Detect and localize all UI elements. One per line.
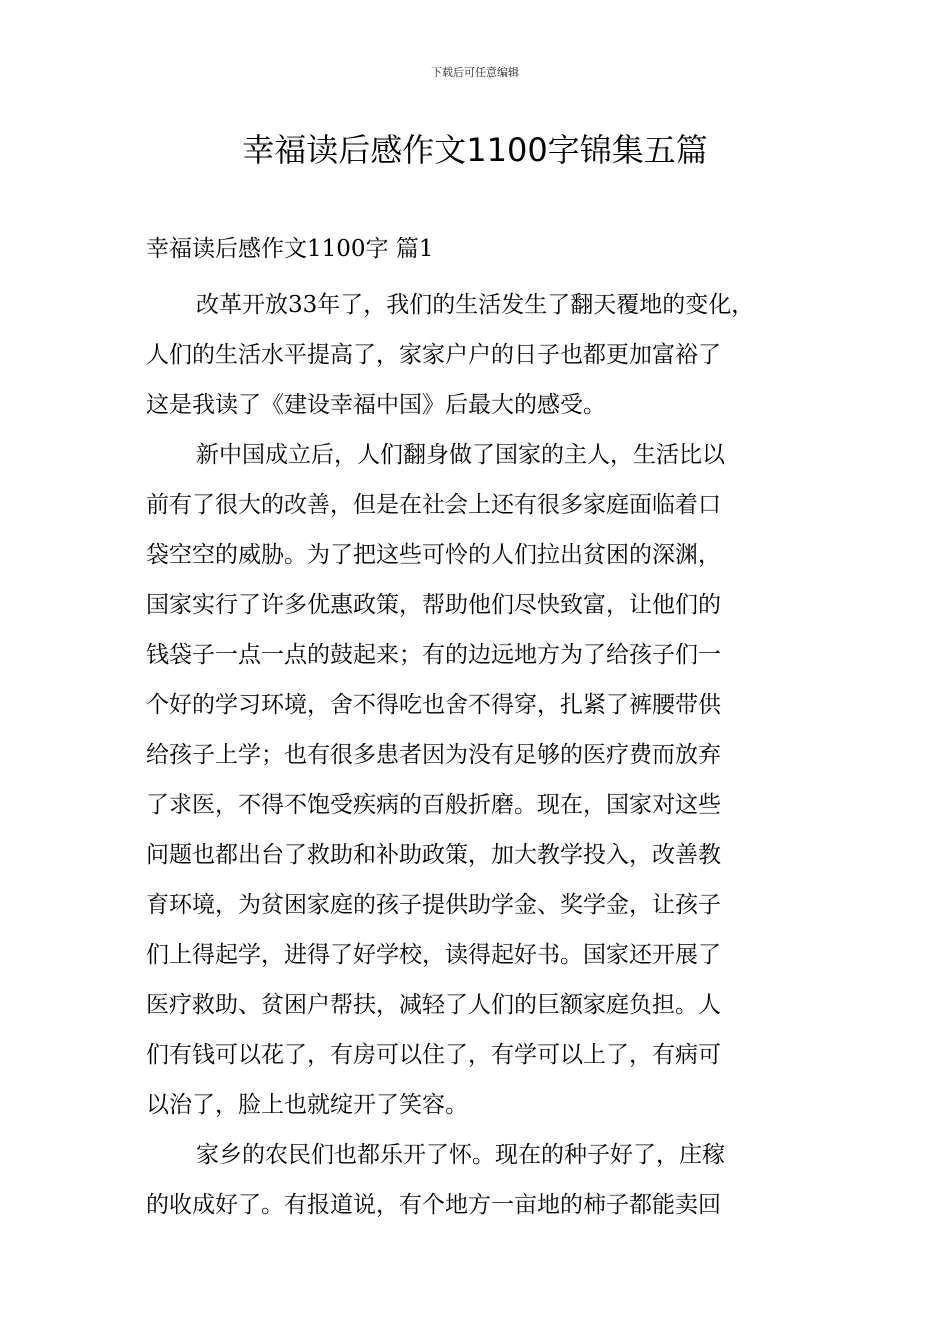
text-line: 医疗救助、贫困户帮扶，减轻了人们的巨额家庭负担。人 — [146, 992, 721, 1018]
paragraph — [146, 280, 826, 430]
paragraph — [146, 1130, 826, 1230]
text-line: 们有钱可以花了，有房可以住了，有学可以上了，有病可 — [146, 1042, 721, 1068]
text-line: 们上得起学，进得了好学校，读得起好书。国家还开展了 — [146, 942, 721, 968]
body-text — [146, 280, 826, 1230]
text-line: 了求医，不得不饱受疾病的百般折磨。现在，国家对这些 — [146, 792, 721, 818]
text-line: 育环境，为贫困家庭的孩子提供助学金、奖学金，让孩子 — [146, 892, 721, 918]
text-line: 以治了，脸上也就绽开了笑容。 — [146, 1092, 468, 1118]
text-line: 给孩子上学；也有很多患者因为没有足够的医疗费而放弃 — [146, 742, 721, 768]
header-note: 下载后可任意编辑 — [431, 66, 519, 79]
text-line: 人们的生活水平提高了，家家户户的日子也都更加富裕了 — [146, 342, 721, 368]
text-line: 个好的学习环境，舍不得吃也舍不得穿，扎紧了裤腰带供 — [146, 692, 721, 718]
text-line: 改革开放33年了，我们的生活发生了翻天覆地的变化， — [196, 292, 755, 318]
text-line: 的收成好了。有报道说，有个地方一亩地的柿子都能卖回 — [146, 1192, 721, 1218]
text-line: 新中国成立后，人们翻身做了国家的主人，生活比以 — [196, 442, 725, 468]
text-line: 家乡的农民们也都乐开了怀。现在的种子好了，庄稼 — [196, 1142, 725, 1168]
text-line: 袋空空的威胁。为了把这些可怜的人们拉出贫困的深渊， — [146, 542, 721, 568]
document-title: 幸福读后感作文1100字锦集五篇 — [242, 131, 708, 169]
text-line: 这是我读了《建设幸福中国》后最大的感受。 — [146, 392, 606, 418]
text-line: 前有了很大的改善，但是在社会上还有很多家庭面临着口 — [146, 492, 721, 518]
text-line: 国家实行了许多优惠政策，帮助他们尽快致富，让他们的 — [146, 592, 721, 618]
section-heading: 幸福读后感作文1100字 篇1 — [146, 236, 434, 262]
text-line: 钱袋子一点一点的鼓起来；有的边远地方为了给孩子们一 — [146, 642, 721, 668]
paragraph — [146, 430, 826, 1130]
text-line: 问题也都出台了救助和补助政策，加大教学投入，改善教 — [146, 842, 721, 868]
